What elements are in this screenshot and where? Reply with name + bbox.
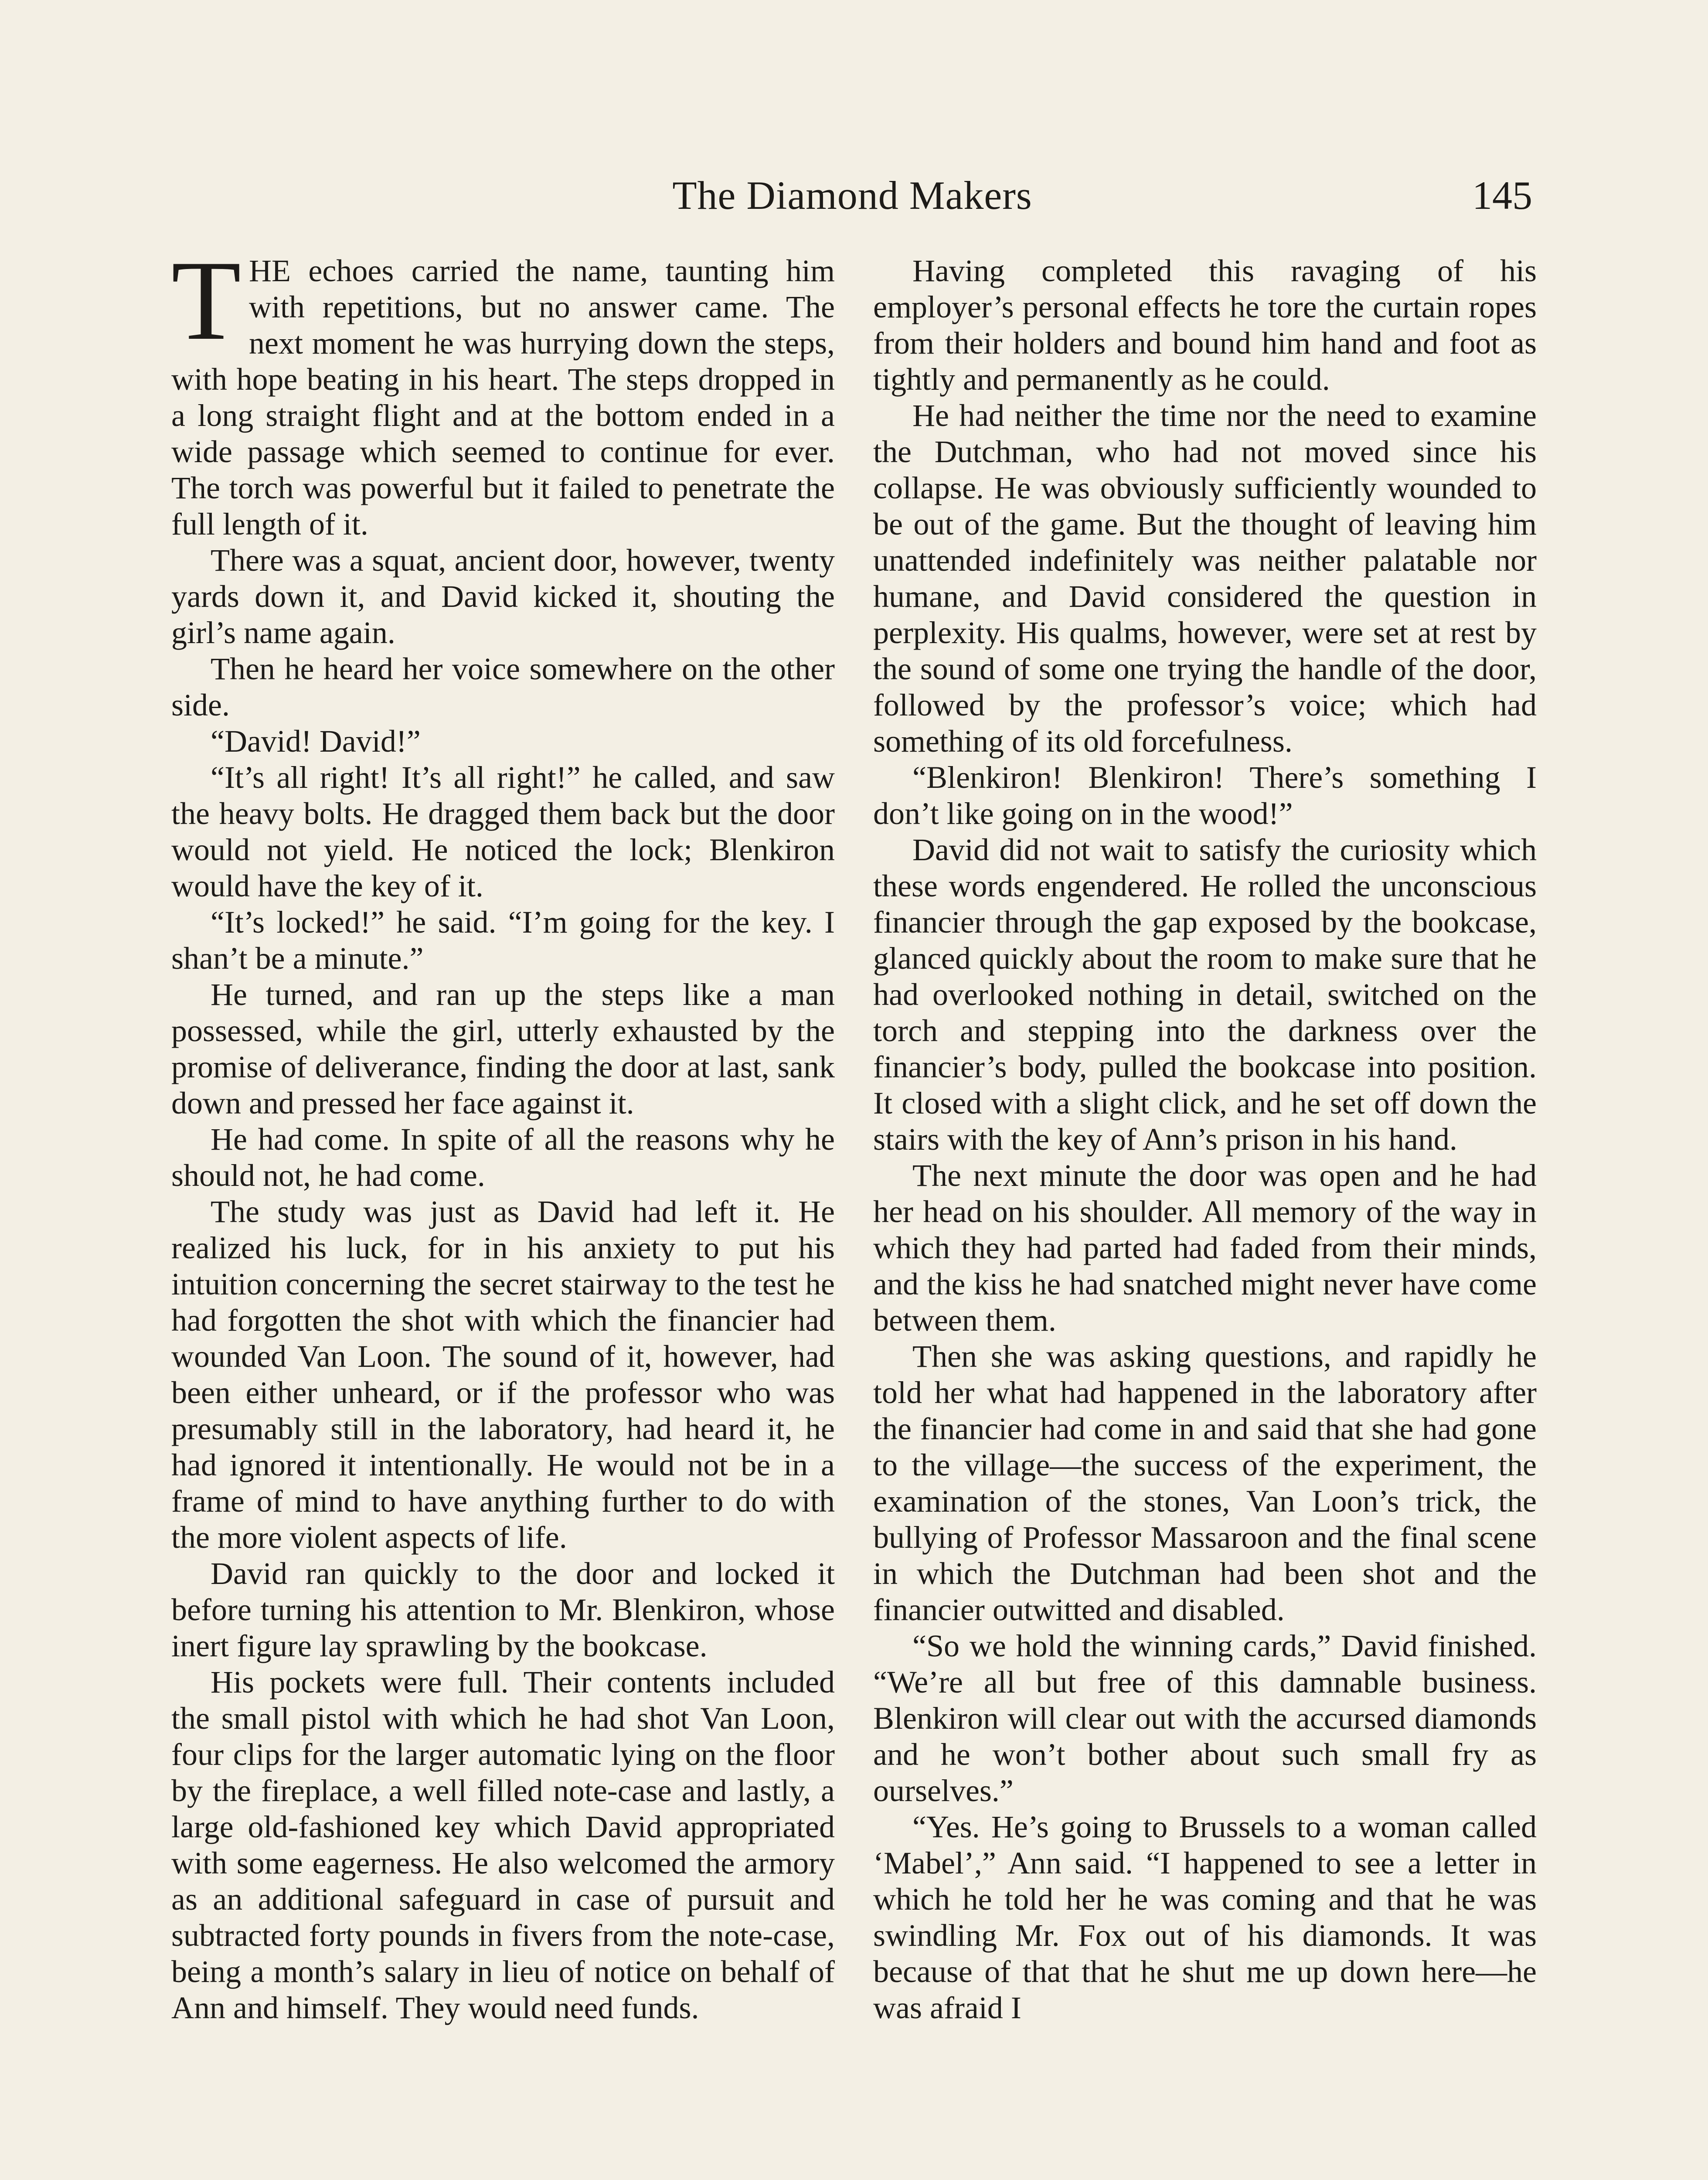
paragraph-13: He had neither the time nor the need to examine the Dutchman, who had not moved since his collapse. He was obviously sufficiently wounded to be out of the game. But the thought of leaving him unattended indefinitely was neither palatable nor humane, and David considered the question in perplexity. His qualms, however, were set at rest by the sound of some one trying the handle of the door, followed by the professor’s voice; which had something of its old forcefulness.: [873, 398, 1537, 759]
paragraph-10: David ran quickly to the door and locked it before turning his attention to Mr. Blenkiron, whose inert figure lay sprawling by the bookcase.: [171, 1556, 835, 1663]
paragraph-19: “Yes. He’s going to Brussels to a woman called ‘Mabel’,” Ann said. “I happened to see a letter in which he told her he was coming and that he was swindling Mr. Fox out of his diamonds. It was because of that that he shut me up down here—he was afraid I: [873, 1809, 1537, 2025]
paragraph-1: [171, 237, 835, 542]
paragraph-2: There was a squat, ancient door, however, twenty yards down it, and David kicked it, shouting the girl’s name again.: [171, 543, 835, 650]
paragraph-16: The next minute the door was open and he had her head on his shoulder. All memory of the way in which they had parted had faded from their minds, and the kiss he had snatched might never have come between them.: [873, 1158, 1537, 1338]
paragraph-6: “It’s locked!” he said. “I’m going for the key. I shan’t be a minute.”: [171, 905, 835, 976]
paragraph-4: “David! David!”: [211, 724, 421, 759]
paragraph-8: He had come. In spite of all the reasons why he should not, he had come.: [171, 1122, 835, 1193]
paragraph-7: He turned, and ran up the steps like a man possessed, while the girl, utterly exhausted by the promise of deliverance, finding the door at last, sank down and pressed her face against it.: [171, 977, 835, 1121]
right-column: [873, 253, 1537, 2026]
paragraph-12: Having completed this ravaging of his employer’s personal effects he tore the curtain ropes from their holders and bound him hand and foot as tightly and permanently as he could.: [873, 253, 1537, 397]
paragraph-17: Then she was asking questions, and rapidly he told her what had happened in the laboratory after the financier had come in and said that she had gone to the village—the success of the experiment, the examination of the stones, Van Loon’s trick, the bullying of Professor Massaroon and the final scene in which the Dutchman had been shot and the financier outwitted and disabled.: [873, 1339, 1537, 1627]
paragraph-11: His pockets were full. Their contents included the small pistol with which he had shot Van Loon, four clips for the larger automatic lying on the floor by the fireplace, a well filled note-case and lastly, a large old-fashioned key which David appropriated with some eagerness. He also welcomed the armory as an additional safeguard in case of pursuit and subtracted forty pounds in fivers from the note-case, being a month’s salary in lieu of notice on behalf of Ann and himself. They would need funds.: [171, 1665, 835, 2025]
paragraph-15: David did not wait to satisfy the curiosity which these words engendered. He rolled the unconscious financier through the gap exposed by the bookcase, glanced quickly about the room to make sure that he had overlooked nothing in detail, switched on the torch and stepping into the darkness over the financier’s body, pulled the bookcase into position. It closed with a slight click, and he set off down the stairs with the key of Ann’s prison in his hand.: [873, 832, 1537, 1157]
page-header: [172, 172, 1532, 229]
page-number: 145: [1472, 173, 1532, 218]
running-title: The Diamond Makers: [672, 173, 1032, 218]
left-column: [171, 237, 835, 2026]
drop-cap: T: [171, 237, 242, 364]
paragraph-3: Then he heard her voice somewhere on the other side.: [171, 651, 835, 722]
paragraph-text: HE echoes carried the name, taunting him with repetitions, but no answer came. The next moment he was hurrying down the steps, with hope beating in his heart. The steps dropped in a long straight flight and at the bottom ended in a wide passage which seemed to continue for ever. The torch was powerful but it failed to penetrate the full length of it.: [171, 253, 835, 542]
paragraph-14: “Blenkiron! Blenkiron! There’s something I don’t like going on in the wood!”: [873, 760, 1537, 831]
paragraph-9: The study was just as David had left it. He realized his luck, for in his anxiety to put his intuition concerning the secret stairway to the test he had forgotten the shot with which the financier had wounded Van Loon. The sound of it, however, had been either unheard, or if the professor who was presumably still in the laboratory, had heard it, he had ignored it intentionally. He would not be in a frame of mind to have anything further to do with the more violent aspects of life.: [171, 1194, 835, 1555]
paragraph-5: “It’s all right! It’s all right!” he called, and saw the heavy bolts. He dragged them back but the door would not yield. He noticed the lock; Blenkiron would have the key of it.: [171, 760, 835, 903]
paragraph-18: “So we hold the winning cards,” David finished. “We’re all but free of this damnable business. Blenkiron will clear out with the accursed diamonds and he won’t bother about such small fry as ourselves.”: [873, 1628, 1537, 1808]
